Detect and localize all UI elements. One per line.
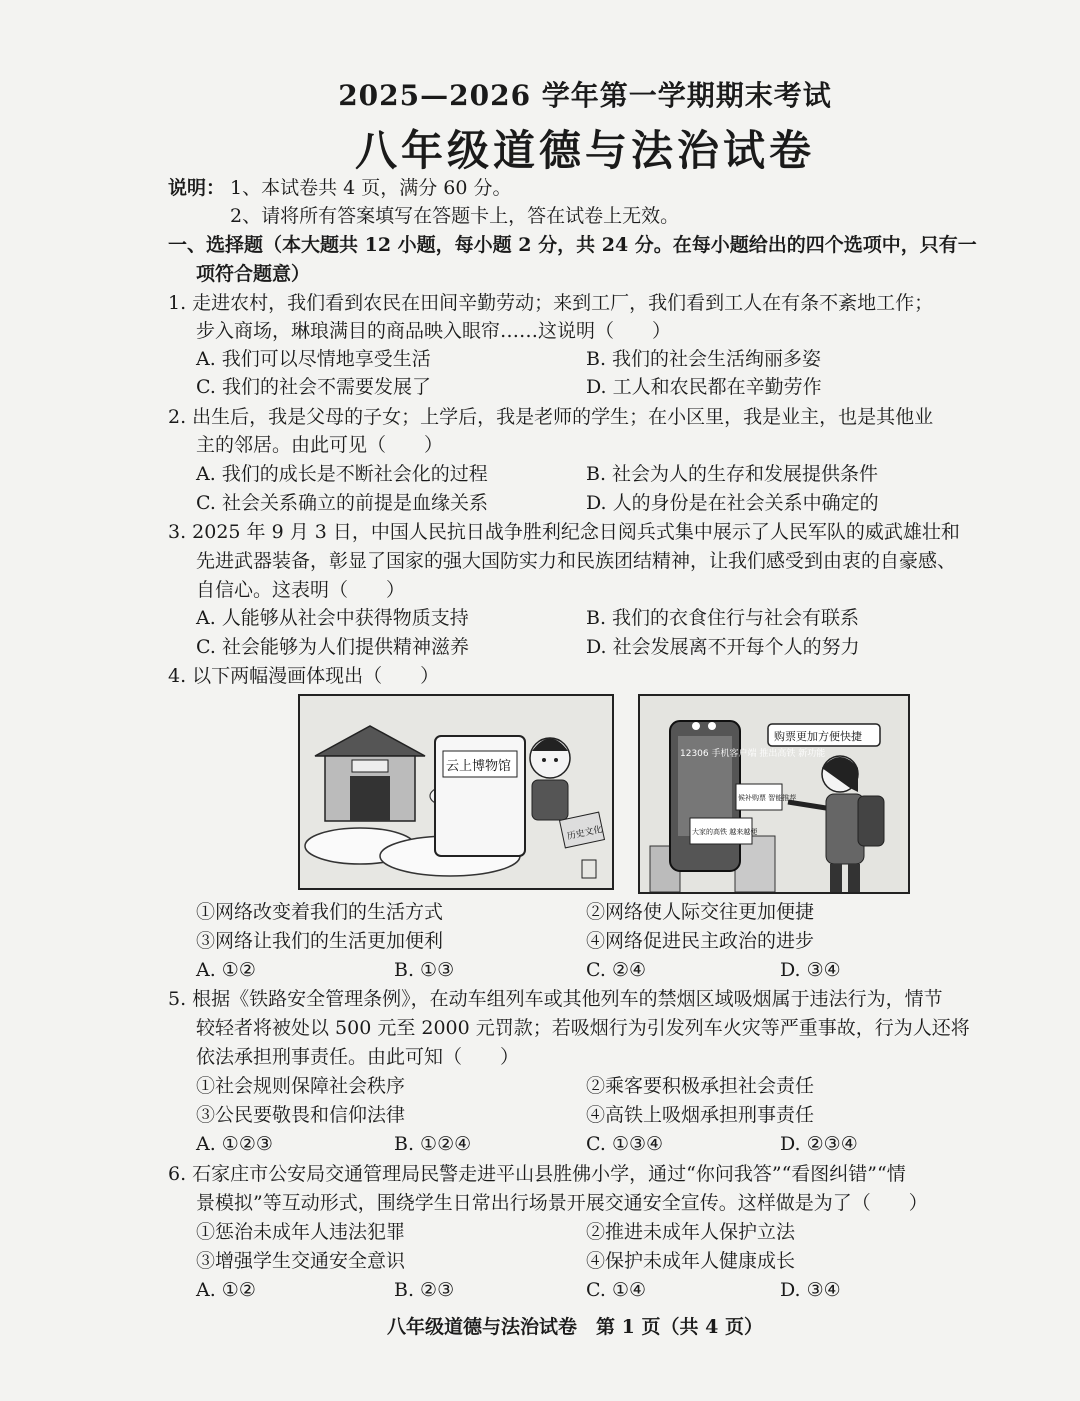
question-4-option-a: A. ①② [196, 959, 256, 981]
question-4-statement-4: ④网络促进民主政治的进步 [586, 930, 815, 952]
question-6-line1: 6. 石家庄市公安局交通管理局民警走进平山县胜佛小学，通过“你问我答”“看图纠错”“情 [168, 1163, 906, 1185]
history-book-label: 历史文化 [566, 824, 604, 843]
question-1-line2: 步入商场，琳琅满目的商品映入眼帘……这说明（ ） [196, 320, 672, 342]
instruction-2: 2、请将所有答案填写在答题卡上，答在试卷上无效。 [230, 205, 680, 227]
question-6-option-c: C. ①④ [586, 1279, 647, 1301]
question-4-statement-1: ①网络改变着我们的生活方式 [196, 901, 444, 923]
question-2-option-c: C. 社会关系确立的前提是血缘关系 [196, 492, 488, 514]
comic-cloud-museum [298, 694, 614, 890]
question-3-option-c: C. 社会能够为人们提供精神滋养 [196, 636, 469, 658]
cloud-museum-sign: 云上博物馆 [446, 759, 512, 774]
question-2-option-b: B. 社会为人的生存和发展提供条件 [586, 463, 879, 485]
question-2-line2: 主的邻居。由此可见（ ） [196, 434, 444, 456]
question-6-line2: 景模拟”等互动形式，围绕学生日常出行场景开展交通安全宣传。这样做是为了（ ） [196, 1192, 928, 1214]
exam-subtitle: 八年级道德与法治试卷 [354, 126, 815, 175]
railway-app-illustration [640, 696, 908, 892]
instruction-1: 1、本试卷共 4 页，满分 60 分。 [230, 177, 512, 199]
question-6-statement-2: ②推进未成年人保护立法 [586, 1221, 796, 1243]
question-6-option-b: B. ②③ [394, 1279, 455, 1301]
question-3-option-a: A. 人能够从社会中获得物质支持 [196, 607, 469, 629]
question-6-option-a: A. ①② [196, 1279, 256, 1301]
instructions-label: 说明： [168, 177, 226, 199]
question-5-statement-1: ①社会规则保障社会秩序 [196, 1075, 406, 1097]
page-footer: 八年级道德与法治试卷 第 1 页（共 4 页） [387, 1316, 763, 1338]
section-heading-line1: 一、选择题（本大题共 12 小题，每小题 2 分，共 24 分。在每小题给出的四个选项中，只有一 [168, 234, 977, 256]
question-5-option-d: D. ②③④ [780, 1133, 858, 1155]
question-5-option-c: C. ①③④ [586, 1133, 664, 1155]
question-4-line1: 4. 以下两幅漫画体现出（ ） [168, 665, 440, 687]
question-1-option-d: D. 工人和农民都在辛勤劳作 [586, 376, 822, 398]
question-6-statement-1: ①惩治未成年人违法犯罪 [196, 1221, 406, 1243]
question-3-line1: 3. 2025 年 9 月 3 日，中国人民抗日战争胜利纪念日阅兵式集中展示了人民军队的威武雄壮和 [168, 521, 960, 543]
phone-screen-text: 12306 手机客户端 推出高铁 新功能 [680, 749, 826, 759]
question-4-option-d: D. ③④ [780, 959, 841, 981]
question-6-statement-4: ④保护未成年人健康成长 [586, 1250, 796, 1272]
question-3-option-b: B. 我们的衣食住行与社会有联系 [586, 607, 860, 629]
question-1-option-b: B. 我们的社会生活绚丽多姿 [586, 348, 822, 370]
question-4-statement-3: ③网络让我们的生活更加便利 [196, 930, 444, 952]
speech-bubble-text: 购票更加方便快捷 [774, 730, 862, 743]
question-5-statement-2: ②乘客要积极承担社会责任 [586, 1075, 815, 1097]
question-2-option-a: A. 我们的成长是不断社会化的过程 [196, 463, 488, 485]
question-1-option-a: A. 我们可以尽情地享受生活 [196, 348, 431, 370]
question-1-line1: 1. 走进农村，我们看到农民在田间辛勤劳动；来到工厂，我们看到工人在有条不紊地工作； [168, 292, 934, 314]
question-5-option-a: A. ①②③ [196, 1133, 273, 1155]
question-5-statement-3: ③公民要敬畏和信仰法律 [196, 1104, 406, 1126]
question-5-line3: 依法承担刑事责任。由此可知（ ） [196, 1046, 520, 1068]
exam-title: 2025—2026 学年第一学期期末考试 [338, 79, 832, 112]
question-3-option-d: D. 社会发展离不开每个人的努力 [586, 636, 860, 658]
question-3-line3: 自信心。这表明（ ） [196, 579, 406, 601]
question-5-line1: 5. 根据《铁路安全管理条例》，在动车组列车或其他列车的禁烟区域吸烟属于违法行为，情节 [168, 988, 943, 1010]
question-4-option-b: B. ①③ [394, 959, 455, 981]
question-2-line1: 2. 出生后，我是父母的子女；上学后，我是老师的学生；在小区里，我是业主，也是其他业 [168, 406, 934, 428]
question-3-line2: 先进武器装备，彰显了国家的强大国防实力和民族团结精神，让我们感受到由衷的自豪感、 [196, 550, 957, 572]
question-5-statement-4: ④高铁上吸烟承担刑事责任 [586, 1104, 815, 1126]
question-4-option-c: C. ②④ [586, 959, 647, 981]
section-heading-line2: 项符合题意） [196, 263, 311, 285]
question-5-line2: 较轻者将被处以 500 元至 2000 元罚款；若吸烟行为引发列车火灾等严重事故，行为人还将 [196, 1017, 970, 1039]
cloud-museum-illustration [300, 696, 612, 888]
question-6-option-d: D. ③④ [780, 1279, 841, 1301]
question-4-statement-2: ②网络使人际交往更加便捷 [586, 901, 815, 923]
question-6-statement-3: ③增强学生交通安全意识 [196, 1250, 406, 1272]
question-5-option-b: B. ①②④ [394, 1133, 472, 1155]
tag-high-speed-rail: 大家的高铁 越来越便 [692, 828, 758, 836]
question-1-option-c: C. 我们的社会不需要发展了 [196, 376, 431, 398]
question-2-option-d: D. 人的身份是在社会关系中确定的 [586, 492, 879, 514]
tag-smart-booking: 候补购票 智能推荐 [738, 794, 797, 802]
comic-12306-app [638, 694, 910, 894]
